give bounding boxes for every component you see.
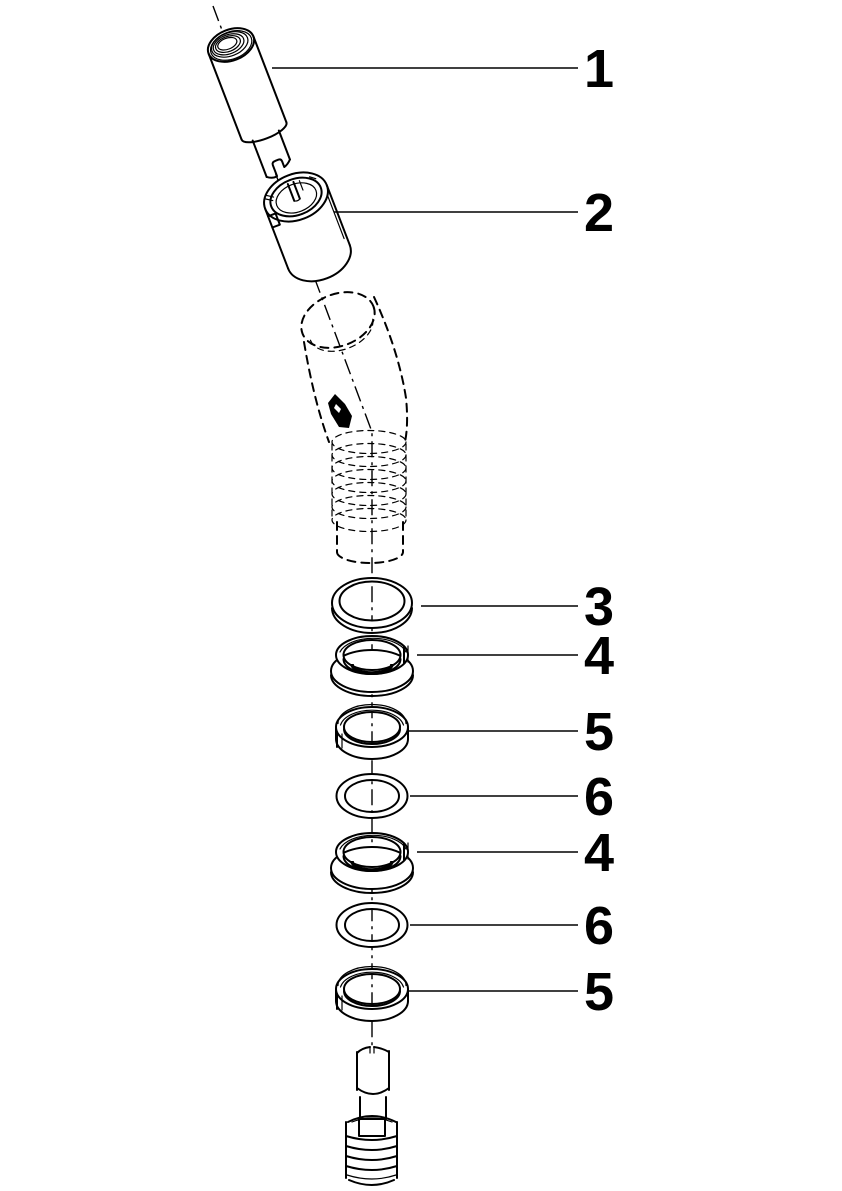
- callout-label-5: 5: [584, 702, 615, 762]
- callout-label-6: 6: [584, 767, 615, 827]
- callout-label-1: 1: [584, 39, 615, 99]
- part-1-sleeve-drawing: [203, 22, 303, 184]
- part-2-insert-drawing: [257, 164, 358, 290]
- callout-label-4b: 4: [584, 823, 615, 883]
- part-3-washer-drawing: [332, 578, 412, 633]
- callout-label-3: 3: [584, 577, 615, 637]
- callout-label-2: 2: [584, 183, 615, 243]
- callout-label-6b: 6: [584, 896, 615, 956]
- hose-end-fitting-drawing: [346, 1046, 397, 1188]
- callout-label-5b: 5: [584, 962, 615, 1022]
- phantom-hose-body-drawing: [293, 282, 407, 563]
- callout-labels: [584, 39, 614, 1022]
- callout-label-4: 4: [584, 626, 615, 686]
- center-axis-line: [213, 6, 372, 1052]
- part-6-oring-drawing-2: [337, 903, 408, 947]
